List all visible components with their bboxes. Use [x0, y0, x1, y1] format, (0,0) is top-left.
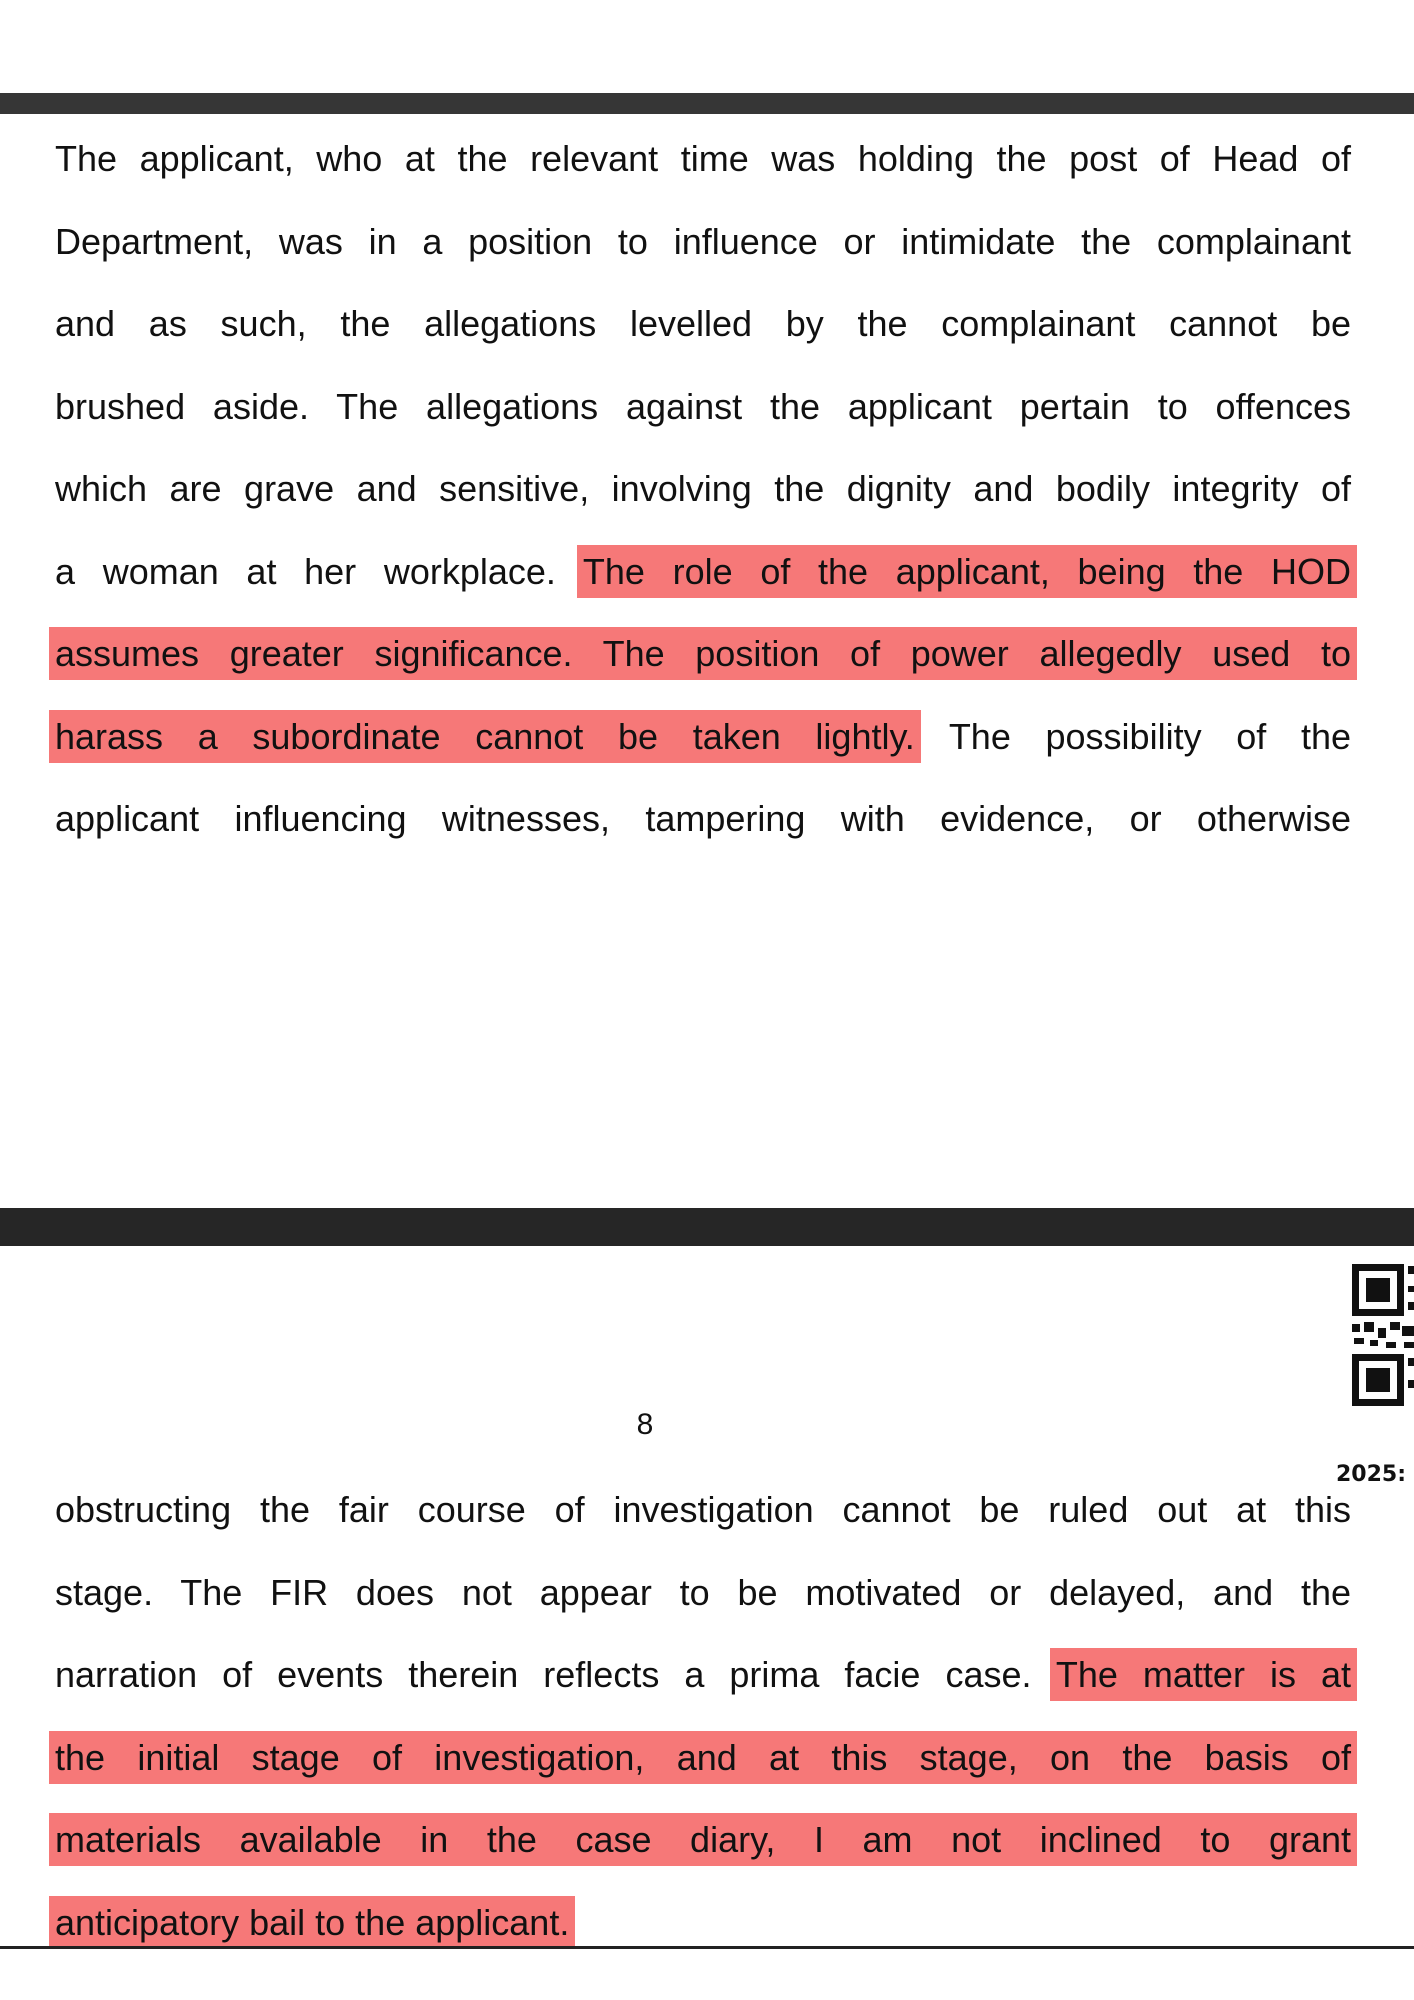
text-line [55, 1799, 1351, 1882]
text-line [55, 1882, 1351, 1965]
text-segment: a woman at her workplace. [55, 550, 583, 592]
text-line [55, 201, 1351, 284]
text-line [55, 613, 1351, 696]
highlighted-text: the initial stage of investigation, and at this stage, on the basis of [55, 1736, 1351, 1778]
highlighted-text: materials available in the case diary, I am not inclined to grant [55, 1819, 1351, 1860]
text-segment: The possibility of the [914, 715, 1351, 757]
text-segment: and as such, the allegations levelled by the complainant cannot be [55, 303, 1351, 344]
text-line [55, 283, 1351, 366]
text-segment: obstructing the fair course of investigation cannot be ruled out at this [55, 1489, 1351, 1530]
highlighted-text: assumes greater significance. The position of power allegedly used to [55, 633, 1351, 674]
qr-code-icon [1350, 1262, 1414, 1422]
page-separator-middle [0, 1208, 1414, 1246]
page-separator-bottom [0, 1946, 1414, 1949]
page-separator-top [0, 93, 1414, 114]
highlighted-text: anticipatory bail to the applicant. [55, 1901, 570, 1943]
text-line [55, 448, 1351, 531]
page-number: 8 [636, 1408, 654, 1441]
text-segment: Department, was in a position to influence or intimidate the complainant [55, 220, 1351, 262]
stamp-text: 2025: [1336, 1462, 1407, 1487]
text-segment: which are grave and sensitive, involving the dignity and bodily integrity of [55, 468, 1351, 509]
text-line [55, 1717, 1351, 1800]
text-segment: stage. The FIR does not appear to be motivated or delayed, and the [55, 1571, 1351, 1613]
text-segment: brushed aside. The allegations against the applicant pertain to offences [55, 385, 1351, 427]
text-line [55, 1469, 1351, 1552]
highlighted-text: The matter is at [1055, 1654, 1351, 1695]
text-segment: narration of events therein reflects a prima facie case. [55, 1654, 1056, 1695]
text-line [55, 118, 1351, 201]
paragraph-page-7 [55, 118, 1351, 861]
highlighted-text: The role of the applicant, being the HOD [582, 550, 1351, 592]
paragraph-page-8 [55, 1469, 1351, 1964]
text-segment: The applicant, who at the relevant time was holding the post of Head of [55, 138, 1351, 179]
text-segment: applicant influencing witnesses, tampering with evidence, or otherwise [55, 798, 1351, 839]
text-line [55, 531, 1351, 614]
text-line [55, 696, 1351, 779]
highlighted-text: harass a subordinate cannot be taken lightly. [55, 715, 915, 757]
text-line [55, 366, 1351, 449]
text-line [55, 1634, 1351, 1717]
text-line [55, 1552, 1351, 1635]
text-line [55, 778, 1351, 861]
